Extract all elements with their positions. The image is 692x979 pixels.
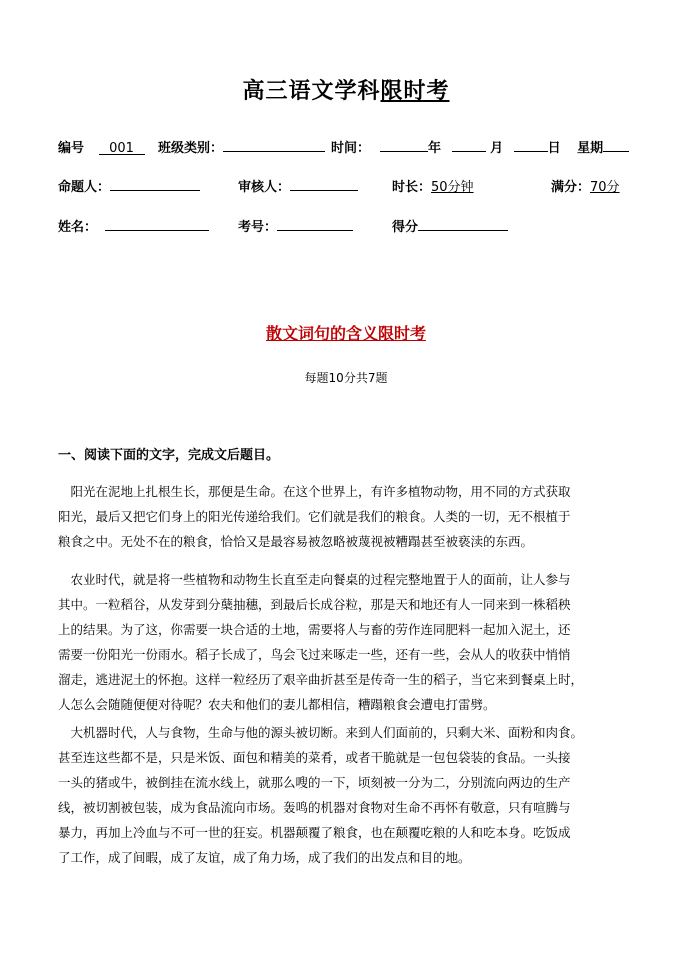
reviewer-field <box>238 176 358 195</box>
setter-label: 命题人： <box>58 180 111 195</box>
exam-no-blank[interactable] <box>277 217 353 231</box>
class-field <box>158 137 325 156</box>
passage-paragraph-2 <box>58 567 648 717</box>
setter-blank[interactable] <box>110 177 200 191</box>
document-title <box>0 74 692 105</box>
passage-line: 上的结果。为了这，你需要一块合适的土地，需要将人与畜的劳作连同肥料一起加入泥土，还 <box>58 622 571 637</box>
passage-line: 大机器时代，人与食物，生命与他的源头被切断。来到人们面前的，只剩大米、面粉和肉食。 <box>58 725 584 740</box>
passage-line: 阳光在泥地上扎根生长，那便是生命。在这个世界上，有许多植物动物，用不同的方式获取 <box>58 484 571 499</box>
date-field <box>380 137 629 156</box>
number-label: 编号 <box>58 141 85 156</box>
scoring-note: 每题10分共7题 <box>304 371 388 385</box>
passage-line: 暴力，再加上冷血与不可一世的狂妄。机器颠覆了粮食，也在颠覆吃粮的人和吃本身。吃饭成 <box>58 825 571 840</box>
title-text: 高三语文学科 <box>242 79 381 104</box>
passage-line: 粮食之中。无处不在的粮食，恰恰又是最容易被忽略被蔑视被糟蹋甚至被亵渎的东西。 <box>58 534 534 549</box>
setter-field <box>58 176 200 195</box>
passage-line: 阳光，最后又把它们身上的阳光传递给我们。它们就是我们的粮食。人类的一切，无不根植于 <box>58 509 571 524</box>
name-field <box>58 216 209 235</box>
score-blank[interactable] <box>418 217 508 231</box>
class-blank[interactable] <box>223 138 325 152</box>
passage-line: 一头的猪或牛，被倒挂在流水线上，就那么嗖的一下，顷刻被一分为二，分别流向两边的生产 <box>58 775 571 790</box>
day-blank[interactable] <box>514 138 548 152</box>
number-field <box>58 137 145 156</box>
passage-paragraph-1 <box>58 479 648 554</box>
passage-line: 农业时代，就是将一些植物和动物生长直至走向餐桌的过程完整地置于人的面前，让人参与 <box>58 572 571 587</box>
year-blank[interactable] <box>380 138 428 152</box>
passage-line: 线，被切割被包装，成为食品流向市场。轰鸣的机器对食物对生命不再怀有敬意，只有喧腾与 <box>58 800 571 815</box>
time-label: 时间： <box>331 141 371 156</box>
question-heading: 一、阅读下面的文字，完成文后题目。 <box>58 448 280 463</box>
month-blank[interactable] <box>452 138 486 152</box>
name-label: 姓名： <box>58 220 98 235</box>
section-title: 散文词句的含义限时考 <box>265 324 426 343</box>
full-score-value: 70分 <box>590 180 620 195</box>
week-blank[interactable] <box>603 138 629 152</box>
duration-value: 50分钟 <box>431 180 474 195</box>
day-label: 日 <box>547 141 561 156</box>
passage-paragraph-3 <box>58 720 648 870</box>
score-label: 得分 <box>392 220 419 235</box>
passage-line: 需要一份阳光一份雨水。稻子长成了，鸟会飞过来啄走一些，还有一些，会从人的收获中悄悄 <box>58 647 571 662</box>
reviewer-label: 审核人： <box>238 180 291 195</box>
score-field <box>392 216 508 235</box>
full-score-field <box>551 176 620 195</box>
exam-no-label: 考号： <box>238 220 278 235</box>
number-value: 001 <box>99 141 145 155</box>
class-label: 班级类别： <box>158 141 224 156</box>
full-score-label: 满分： <box>551 180 591 195</box>
passage-line: 溜走，逃进泥土的怀抱。这样一粒经历了艰辛曲折甚至是传奇一生的稻子，当它来到餐桌上时， <box>58 672 584 687</box>
passage-line: 其中。一粒稻谷，从发芽到分蘖抽穗，到最后长成谷粒，那是天和地还有人一同来到一株稻秧 <box>58 597 571 612</box>
passage-line: 甚至连这些都不是，只是米饭、面包和精美的菜肴，或者干脆就是一包包袋装的食品。一头接 <box>58 750 571 765</box>
time-field <box>331 137 370 156</box>
passage-line: 人怎么会随随便便对待呢？农夫和他们的妻儿都相信，糟蹋粮食会遭电打雷劈。 <box>58 697 496 712</box>
duration-field <box>392 176 474 195</box>
week-label: 星期 <box>577 141 604 156</box>
passage-line: 了工作，成了间暇，成了友谊，成了角力场，成了我们的出发点和目的地。 <box>58 850 471 865</box>
year-label: 年 <box>428 141 442 156</box>
duration-label: 时长： <box>392 180 432 195</box>
reviewer-blank[interactable] <box>290 177 358 191</box>
month-label: 月 <box>490 141 504 156</box>
exam-no-field <box>238 216 353 235</box>
name-blank[interactable] <box>105 217 209 231</box>
title-underlined-text: 限时考 <box>380 79 450 104</box>
